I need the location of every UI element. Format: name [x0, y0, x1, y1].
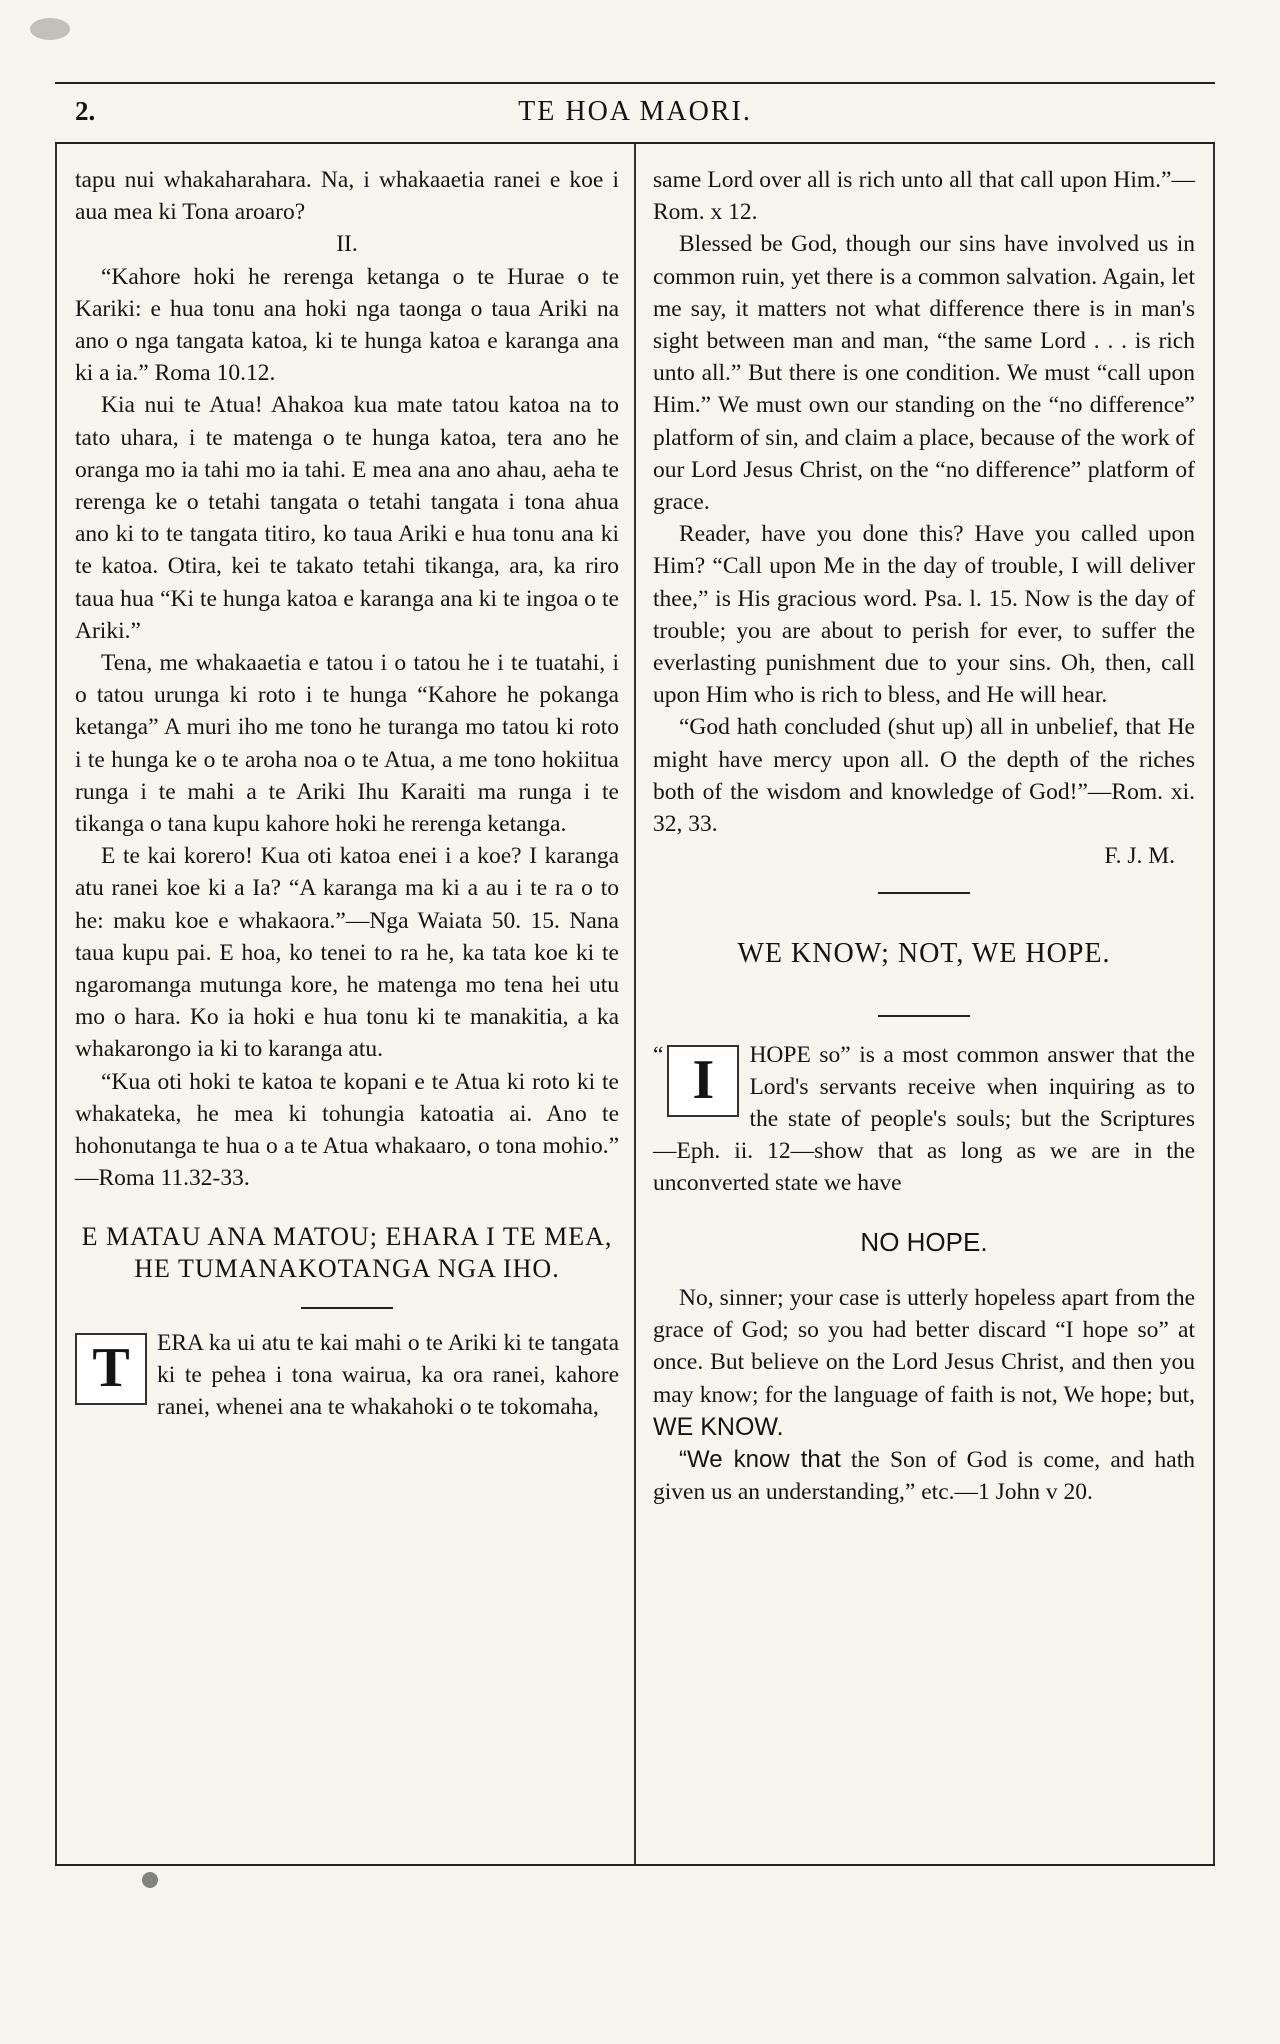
open-quote: “: [653, 1041, 664, 1068]
heading-rule: [301, 1307, 393, 1309]
left-paragraph-5: E te kai korero! Kua oti katoa enei i a koe? I karanga atu ranei koe ki a Ia? “A karanga ma ki a au i te ra o to he: maku koe e whakaora.”—Nga Waiata 50. 15. Nana taua kupu pai. E hoa, ko tenei to ra he, ka tata koe ki te ngaromanga mutunga kore, he matenga mo tena hei utu mo o hara. Ko ia hoki e hua tonu ki te manakitia, a ka whakarongo ia ki to karanga atu.: [75, 843, 619, 1063]
we-know-that-emphasis: “We know that: [679, 1445, 841, 1473]
right-column: [653, 164, 1195, 1508]
right-paragraph-5: [653, 1039, 1195, 1200]
maori-article-heading: E MATAU ANA MATOU; EHARA I TE MEA, HE TUMANAKOTANGA NGA IHO.: [81, 1221, 613, 1283]
left-paragraph-3: Kia nui te Atua! Ahakoa kua mate tatou katoa na to tato uhara, i te matenga o te hunga katoa, tera ano he oranga mo ia tahi mo ia tahi. E mea ana ano ahau, aeha te rerenga ke o tetahi tangata o tetahi tangata i tona ahua ano ki to te tangata titiro, ko taua Ariki e hua tonu ana ki te katoa. Otira, kei te takato tetahi tikanga, ara, ka riro taua hua “Ki te hunga katoa e karanga ana ki te ingoa o te Ariki.”: [75, 392, 619, 644]
drop-cap-t: T: [75, 1333, 147, 1405]
left-paragraph-6: “Kua oti hoki te katoa te kopani e te Atua ki roto ki te whakateka, he mea ki tohungia katoatia ai. Ano te hohonutanga te hua o a te Atua whakaaro, o tona mohio.” —Roma 11.32-33.: [75, 1068, 619, 1192]
page-number: 2.: [75, 96, 96, 126]
drop-cap-i: I: [667, 1045, 739, 1117]
left-column: [75, 164, 619, 1423]
left-paragraph-7-text: ERA ka ui atu te kai mahi o te Ariki ki te tangata ki te pehea i tona wairua, ka ora ranei, kahore ranei, whenei ana te whakahoki o te tokomaha,: [157, 1329, 619, 1420]
right-paragraph-3: Reader, have you done this? Have you called upon Him? “Call upon Me in the day of trouble, I will deliver thee,” is His gracious word. Psa. l. 15. Now is the day of trouble; you are about to perish for ever, to suffer the everlasting punishment due to your sins. Oh, then, call upon Him who is rich to bless, and He will hear.: [653, 521, 1195, 709]
ink-speck: [142, 1872, 158, 1888]
left-paragraph-7: [75, 1327, 619, 1424]
section-number: II.: [336, 231, 358, 258]
left-paragraph-2: “Kahore hoki he rerenga ketanga o te Hurae o te Kariki: e hua tonu ana hoki nga taonga o taua Ariki na ano o nga tangata katoa, ki te hunga katoa e karanga ana ki a ia.” Roma 10.12.: [75, 263, 619, 387]
right-paragraph-7: [653, 1444, 1195, 1508]
newspaper-page: [55, 82, 1215, 1982]
right-paragraph-6: [653, 1282, 1195, 1444]
right-paragraph-2: Blessed be God, though our sins have involved us in common ruin, yet there is a common salvation. Again, let me say, it matters not what difference there is in man's sight between man and man, “the same Lord . . . is rich unto all.” But there is one condition. We must “call upon Him.” We must own our standing on the “no difference” platform of sin, and claim a place, because of the work of our Lord Jesus Christ, on the “no difference” platform of grace.: [653, 231, 1195, 516]
signature: F. J. M.: [1104, 843, 1175, 870]
right-paragraph-1: same Lord over all is rich unto all that call upon Him.”—Rom. x 12.: [653, 167, 1195, 226]
we-know-emphasis: WE KNOW.: [653, 1412, 784, 1441]
footer-rule: [55, 1864, 1215, 1866]
running-title: TE HOA MAORI.: [518, 96, 752, 127]
page-header: [55, 82, 1215, 144]
right-border: [1213, 144, 1215, 1866]
column-divider: [634, 144, 636, 1866]
english-article-heading: WE KNOW; NOT, WE HOPE.: [737, 938, 1111, 970]
right-paragraph-4: “God hath concluded (shut up) all in unbelief, that He might have mercy upon all. O the depth of the riches both of the wisdom and knowledge of God!”—Rom. xi. 32, 33.: [653, 714, 1195, 838]
divider-rule-2: [878, 1015, 970, 1017]
divider-rule-1: [878, 892, 970, 894]
left-paragraph-1: tapu nui whakaharahara. Na, i whakaaetia ranei e koe i aua mea ki Tona aroaro?: [75, 167, 619, 226]
left-border: [55, 144, 57, 1866]
right-paragraph-5-text: HOPE so” is a most common answer that the Lord's servants receive when inquiring as to the state of people's souls; but the Scriptures —Eph. ii. 12—show that as long as we are in the unconverted state we have: [653, 1041, 1195, 1197]
ink-stain: [30, 18, 70, 40]
right-paragraph-6-text: No, sinner; your case is utterly hopeless apart from the grace of God; so you had better discard “I hope so” at once. But believe on the Lord Jesus Christ, and then you may know; for the language of faith is not, We hope; but,: [653, 1284, 1195, 1408]
no-hope-subheading: NO HOPE.: [860, 1226, 988, 1257]
left-paragraph-4: Tena, me whakaaetia e tatou i o tatou he i te tuatahi, i o tatou urunga ki roto i te hunga “Kahore he pokanga ketanga” A muri iho me tono he turanga mo tatou ki roto i te hunga ke o te aroha noa o te Atua, a me tono hokiitua runga i te mahi a te Ariki Ihu Karaiti ma runga i te tikanga o tana kupu kahore hoki he rerenga ketanga.: [75, 650, 619, 838]
right-paragraph-7-text: the Son of God is come, and hath given us an understanding,” etc.—1 John v 20.: [653, 1446, 1196, 1506]
